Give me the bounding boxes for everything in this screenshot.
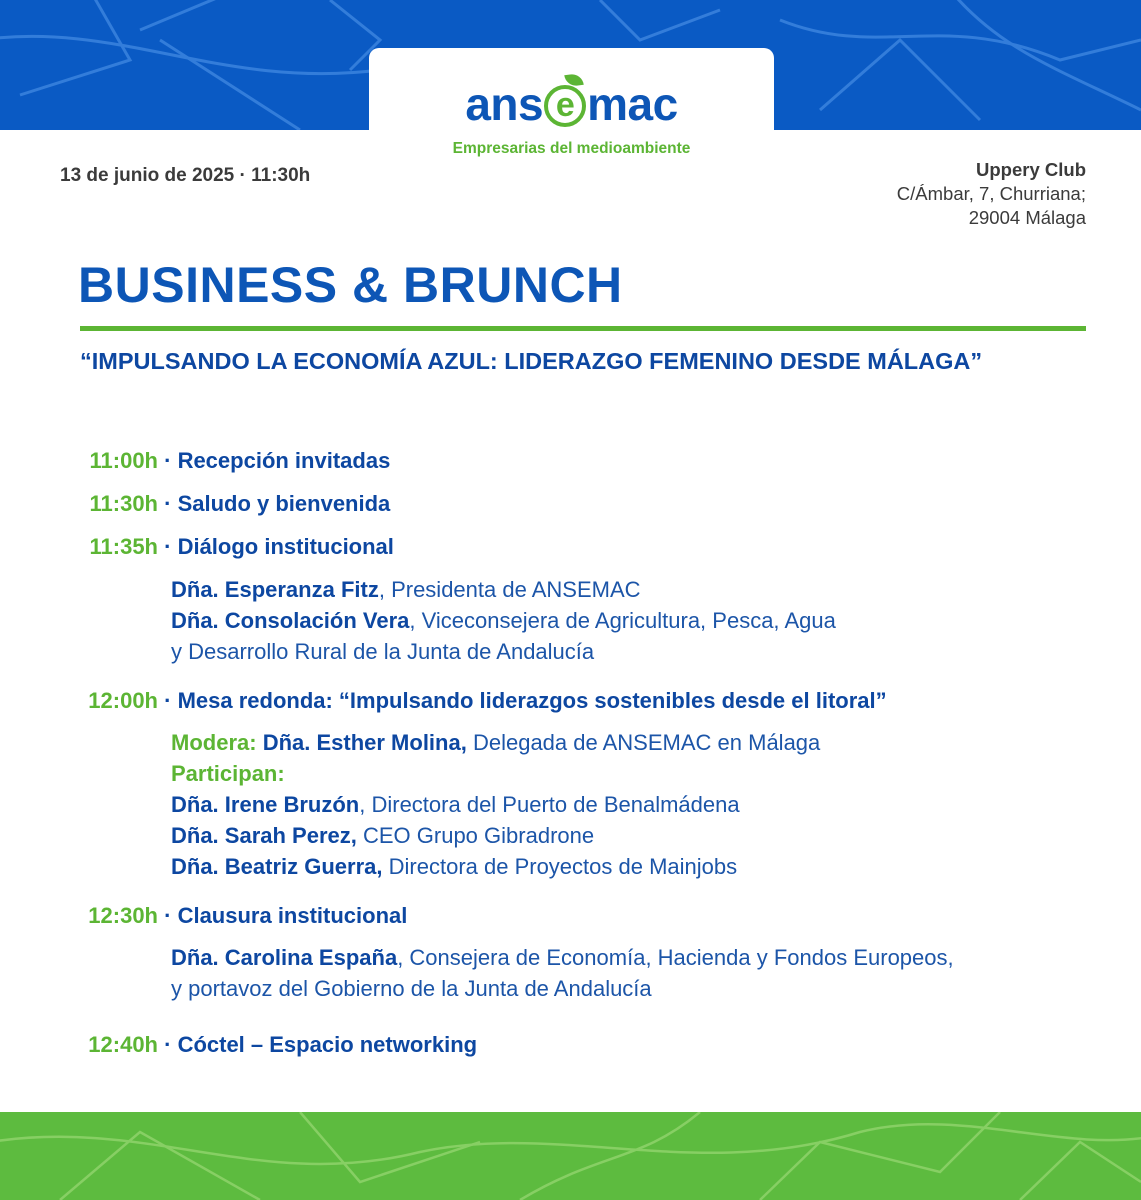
participant	[171, 851, 820, 882]
agenda-separator: ·	[158, 534, 178, 559]
agenda-item	[80, 491, 390, 517]
participant-role: CEO Grupo Gibradrone	[356, 823, 595, 848]
agenda-item	[80, 688, 887, 714]
agenda-label: Mesa redonda: “Impulsando liderazgos sostenibles desde el litoral”	[177, 688, 887, 713]
agenda-label: Diálogo institucional	[177, 534, 394, 559]
participant-name: Dña. Beatriz Guerra,	[171, 854, 383, 879]
agenda-item	[80, 534, 394, 560]
participant	[171, 789, 820, 820]
moderator-label: Modera:	[171, 730, 257, 755]
agenda-label: Saludo y bienvenida	[177, 491, 391, 516]
agenda-separator: ·	[158, 491, 178, 516]
agenda-item	[80, 903, 407, 929]
speaker-role: y Desarrollo Rural de la Junta de Andalucía	[171, 639, 595, 664]
logo-tagline: Empresarias del medioambiente	[452, 140, 691, 157]
agenda-separator: ·	[158, 688, 178, 713]
participant-role: Directora de Proyectos de Mainjobs	[382, 854, 738, 879]
bottom-pattern	[0, 1112, 1141, 1200]
event-subtitle: “IMPULSANDO LA ECONOMÍA AZUL: LIDERAZGO FEMENINO DESDE MÁLAGA”	[80, 348, 983, 374]
speaker-role: , Presidenta de ANSEMAC	[378, 577, 641, 602]
logo-e-mark	[544, 85, 586, 127]
speaker	[171, 574, 836, 605]
page-title: BUSINESS & BRUNCH	[78, 257, 623, 313]
agenda-label: Clausura institucional	[177, 903, 408, 928]
speaker-name: Dña. Carolina España	[171, 945, 398, 970]
participant	[171, 820, 820, 851]
speaker-name: Dña. Esperanza Fitz	[171, 577, 379, 602]
speaker-list	[171, 574, 836, 667]
moderator-name: Dña. Esther Molina,	[262, 730, 467, 755]
moderator-role: Delegada de ANSEMAC en Málaga	[466, 730, 821, 755]
agenda-separator: ·	[158, 903, 178, 928]
speaker-continued	[171, 973, 954, 1004]
venue-address-line-1: C/Ámbar, 7, Churriana;	[896, 183, 1086, 204]
agenda-time: 12:40h	[88, 1032, 158, 1057]
speaker-name: Dña. Consolación Vera	[171, 608, 410, 633]
venue-address-line-2: 29004 Málaga	[968, 207, 1086, 228]
agenda-label: Cóctel – Espacio networking	[177, 1032, 478, 1057]
panel-list	[171, 727, 820, 882]
agenda-item	[80, 1032, 477, 1058]
speaker-continued	[171, 636, 836, 667]
speaker	[171, 605, 836, 636]
participant-role: , Directora del Puerto de Benalmádena	[359, 792, 740, 817]
agenda-label: Recepción invitadas	[177, 448, 391, 473]
participant-name: Dña. Sarah Perez,	[171, 823, 357, 848]
closing-speaker	[171, 942, 954, 1004]
venue	[897, 158, 1086, 230]
bottom-decor-band	[0, 1112, 1141, 1200]
logo-suffix: mac	[587, 78, 678, 130]
speaker	[171, 942, 954, 973]
logo-e: e	[555, 86, 575, 124]
agenda-separator: ·	[158, 448, 178, 473]
speaker-role: y portavoz del Gobierno de la Junta de Andalucía	[171, 976, 652, 1001]
agenda-time: 12:30h	[88, 903, 158, 928]
agenda-time: 12:00h	[88, 688, 158, 713]
speaker-role: , Consejera de Economía, Hacienda y Fondos Europeos,	[397, 945, 954, 970]
moderator	[171, 727, 820, 758]
logo-prefix: ans	[465, 78, 544, 130]
agenda-time: 11:35h	[89, 534, 158, 559]
participant-name: Dña. Irene Bruzón	[171, 792, 360, 817]
agenda-separator: ·	[158, 1032, 178, 1057]
speaker-role: , Viceconsejera de Agricultura, Pesca, Agua	[409, 608, 836, 633]
agenda-item	[80, 448, 390, 474]
event-date: 13 de junio de 2025 · 11:30h	[60, 165, 311, 186]
ansemac-logo	[369, 78, 774, 130]
agenda-time: 11:30h	[89, 491, 158, 516]
venue-name: Uppery Club	[976, 159, 1086, 180]
title-divider	[80, 326, 1086, 331]
participants-label: Participan:	[171, 761, 285, 786]
logo-card	[369, 48, 774, 168]
agenda-time: 11:00h	[89, 448, 158, 473]
